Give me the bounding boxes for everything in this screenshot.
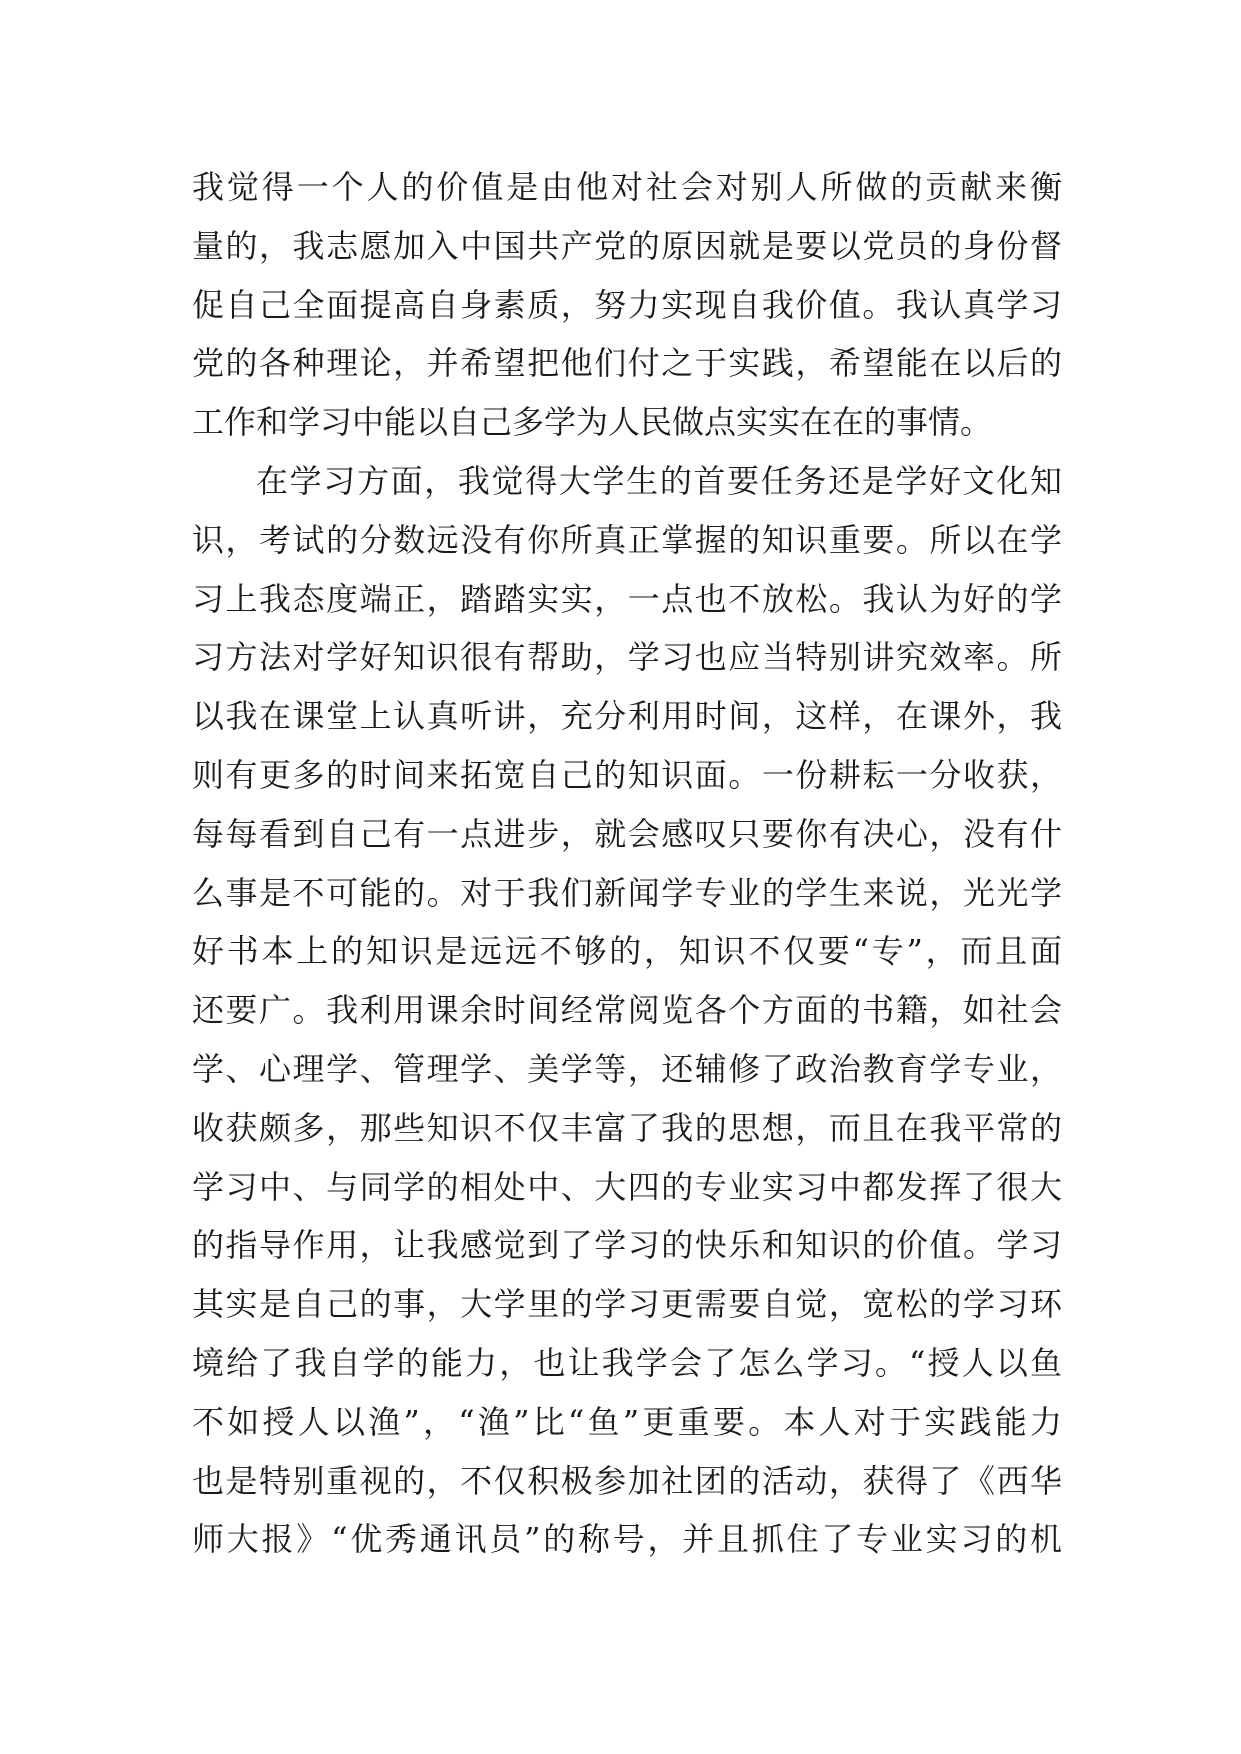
body-text <box>192 158 1062 1569</box>
text-line: 还要广。我利用课余时间经常阅览各个方面的书籍，如社会 <box>192 991 1062 1030</box>
text-line: 的指导作用，让我感觉到了学习的快乐和知识的价值。学习 <box>192 1226 1062 1265</box>
text-line: 则有更多的时间来拓宽自己的知识面。一份耕耘一分收获， <box>192 755 1062 794</box>
text-line: 学习中、与同学的相处中、大四的专业实习中都发挥了很大 <box>192 1167 1062 1206</box>
text-line: 党的各种理论，并希望把他们付之于实践，希望能在以后的 <box>192 344 1062 383</box>
text-line: 师大报》“优秀通讯员”的称号，并且抓住了专业实习的机 <box>192 1520 1062 1559</box>
text-line: 其实是自己的事，大学里的学习更需要自觉，宽松的学习环 <box>192 1285 1062 1324</box>
text-line: 收获颇多，那些知识不仅丰富了我的思想，而且在我平常的 <box>192 1108 1062 1147</box>
text-line: 学、心理学、管理学、美学等，还辅修了政治教育学专业， <box>192 1049 1062 1088</box>
text-line: 以我在课堂上认真听讲，充分利用时间，这样，在课外，我 <box>192 697 1062 736</box>
text-line: 量的，我志愿加入中国共产党的原因就是要以党员的身份督 <box>192 226 1062 265</box>
text-line: 促自己全面提高自身素质，努力实现自我价值。我认真学习 <box>192 285 1062 324</box>
text-line: 识，考试的分数远没有你所真正掌握的知识重要。所以在学 <box>192 520 1062 559</box>
text-line: 好书本上的知识是远远不够的，知识不仅要“专”，而且面 <box>192 932 1062 971</box>
text-line: 不如授人以渔”，“渔”比“鱼”更重要。本人对于实践能力 <box>192 1402 1062 1441</box>
paragraph-first-line: 在学习方面，我觉得大学生的首要任务还是学好文化知 <box>256 461 1062 500</box>
text-line: 么事是不可能的。对于我们新闻学专业的学生来说，光光学 <box>192 873 1062 912</box>
text-line: 工作和学习中能以自己多学为人民做点实实在在的事情。 <box>192 403 993 442</box>
text-line: 我觉得一个人的价值是由他对社会对别人所做的贡献来衡 <box>192 168 1062 206</box>
text-line: 也是特别重视的，不仅积极参加社团的活动，获得了《西华 <box>192 1461 1062 1500</box>
text-line: 习方法对学好知识很有帮助，学习也应当特别讲究效率。所 <box>192 638 1062 677</box>
text-line: 境给了我自学的能力，也让我学会了怎么学习。“授人以鱼 <box>192 1343 1062 1382</box>
text-line: 每每看到自己有一点进步，就会感叹只要你有决心，没有什 <box>192 814 1062 853</box>
text-line: 习上我态度端正，踏踏实实，一点也不放松。我认为好的学 <box>192 579 1062 618</box>
